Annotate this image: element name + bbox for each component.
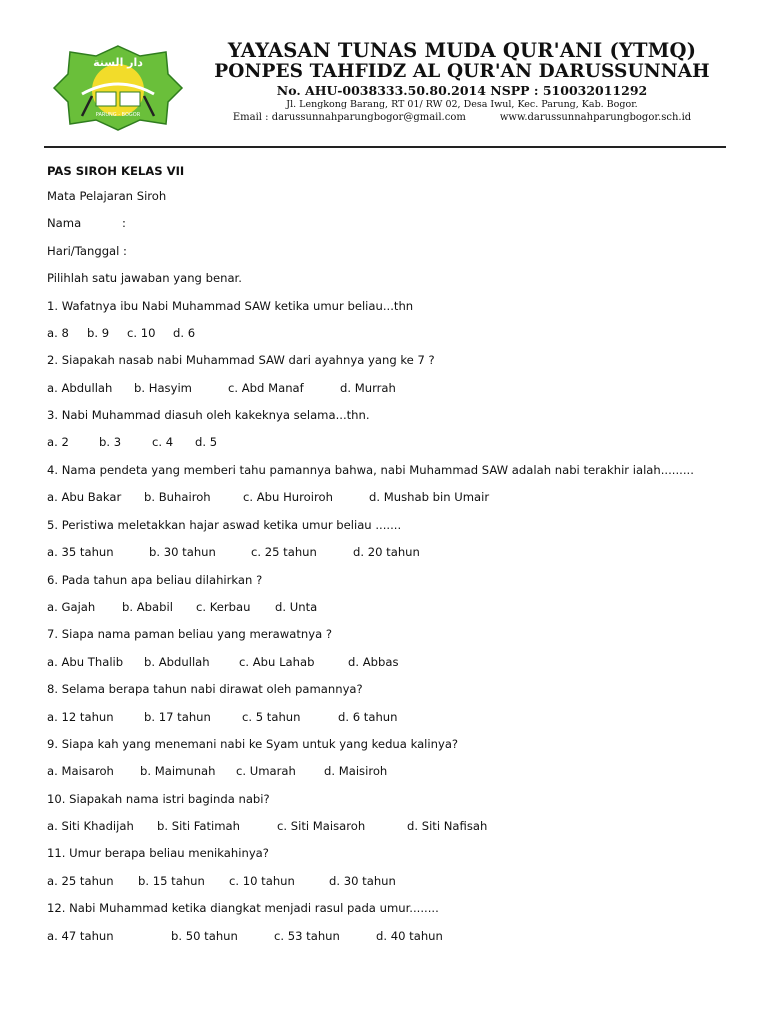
question-text: 12. Nabi Muhammad ketika diangkat menjadi rasul pada umur........ <box>47 901 439 915</box>
question-text: 10. Siapakah nama istri baginda nabi? <box>47 792 270 806</box>
question-text: 1. Wafatnya ibu Nabi Muhammad SAW ketika umur beliau...thn <box>47 299 414 313</box>
answer-options <box>47 929 443 943</box>
option-d: d. Siti Nafisah <box>407 819 488 833</box>
option-b: b. 50 tahun <box>171 929 238 943</box>
option-a: a. 8 <box>47 326 69 340</box>
registration-numbers: No. AHU-0038333.50.80.2014 NSPP : 510032011292 <box>276 83 648 98</box>
question-text: 4. Nama pendeta yang memberi tahu pamannya bahwa, nabi Muhammad SAW adalah nabi terakhir ialah......... <box>47 463 694 477</box>
answer-options <box>47 819 487 833</box>
option-b: b. 17 tahun <box>144 710 211 724</box>
option-d: d. Unta <box>275 600 318 614</box>
option-d: d. 6 <box>173 326 196 340</box>
question-text: 3. Nabi Muhammad diasuh oleh kakeknya selama...thn. <box>47 408 370 422</box>
question-text: 9. Siapa kah yang menemani nabi ke Syam untuk yang kedua kalinya? <box>47 737 459 751</box>
option-c: c. Umarah <box>236 764 296 778</box>
school-logo <box>52 44 184 132</box>
option-d: d. Mushab bin Umair <box>369 490 490 504</box>
option-b: b. Abdullah <box>144 655 210 669</box>
answer-options <box>47 490 489 504</box>
option-c: c. Abd Manaf <box>228 381 304 395</box>
option-c: c. Siti Maisaroh <box>277 819 366 833</box>
contact-row <box>192 111 732 124</box>
option-a: a. Abdullah <box>47 381 113 395</box>
option-a: a. Siti Khadijah <box>47 819 134 833</box>
email-text: Email : darussunnahparungbogor@gmail.com <box>232 112 466 123</box>
answer-options <box>47 326 195 340</box>
foundation-name: YAYASAN TUNAS MUDA QUR'ANI (YTMQ) <box>227 39 697 62</box>
option-b: b. Buhairoh <box>144 490 211 504</box>
option-b: b. 15 tahun <box>138 874 205 888</box>
question-text: 2. Siapakah nasab nabi Muhammad SAW dari ayahnya yang ke 7 ? <box>47 353 435 367</box>
option-c: c. 53 tahun <box>274 929 340 943</box>
answer-options <box>47 600 317 614</box>
logo-location-text: PARUNG - BOGOR <box>95 112 141 118</box>
question-text: 7. Siapa nama paman beliau yang merawatnya ? <box>47 627 333 641</box>
option-a: a. 25 tahun <box>47 874 114 888</box>
option-c: c. Abu Huroiroh <box>243 490 333 504</box>
answer-options <box>47 655 399 669</box>
option-b: b. 3 <box>99 435 122 449</box>
question-text: 6. Pada tahun apa beliau dilahirkan ? <box>47 573 263 587</box>
option-b: b. Ababil <box>122 600 173 614</box>
option-a: a. 12 tahun <box>47 710 114 724</box>
question-text: 5. Peristiwa meletakkan hajar aswad ketika umur beliau ....... <box>47 518 402 532</box>
question-text: 11. Umur berapa beliau menikahinya? <box>47 846 269 860</box>
option-d: d. 20 tahun <box>353 545 420 559</box>
option-b: b. Hasyim <box>134 381 192 395</box>
answer-options <box>47 874 396 888</box>
option-b: b. Maimunah <box>140 764 216 778</box>
option-b: b. 30 tahun <box>149 545 216 559</box>
option-c: c. 5 tahun <box>242 710 301 724</box>
option-b: b. 9 <box>87 326 110 340</box>
option-c: c. 4 <box>152 435 174 449</box>
option-a: a. 47 tahun <box>47 929 114 943</box>
option-c: c. 10 tahun <box>229 874 295 888</box>
option-d: d. Murrah <box>340 381 396 395</box>
option-c: c. Kerbau <box>196 600 251 614</box>
option-a: a. Gajah <box>47 600 96 614</box>
answer-options <box>47 764 387 778</box>
exam-title: PAS SIROH KELAS VII <box>47 164 185 178</box>
answer-options <box>47 545 420 559</box>
answer-options <box>47 435 217 449</box>
option-d: d. 40 tahun <box>376 929 443 943</box>
name-label: Nama <box>47 216 82 230</box>
option-c: c. 10 <box>127 326 156 340</box>
option-a: a. Maisaroh <box>47 764 114 778</box>
option-d: d. Maisiroh <box>324 764 388 778</box>
answer-options <box>47 381 396 395</box>
option-c: c. 25 tahun <box>251 545 317 559</box>
option-a: a. 2 <box>47 435 69 449</box>
subject-line: Mata Pelajaran Siroh <box>47 189 167 203</box>
name-colon: : <box>122 216 126 230</box>
option-d: d. Abbas <box>348 655 399 669</box>
date-line: Hari/Tanggal : <box>47 244 127 258</box>
website-text: www.darussunnahparungbogor.sch.id <box>499 112 692 123</box>
option-a: a. Abu Thalib <box>47 655 124 669</box>
option-d: d. 5 <box>195 435 218 449</box>
option-a: a. Abu Bakar <box>47 490 122 504</box>
answer-options <box>47 710 398 724</box>
option-a: a. 35 tahun <box>47 545 114 559</box>
school-address: Jl. Lengkong Barang, RT 01/ RW 02, Desa Iwul, Kec. Parung, Kab. Bogor. <box>286 99 638 110</box>
logo-arabic-text: دار السنة <box>93 56 143 69</box>
letterhead <box>192 40 732 124</box>
header-divider <box>44 146 726 148</box>
option-b: b. Siti Fatimah <box>157 819 240 833</box>
question-text: 8. Selama berapa tahun nabi dirawat oleh pamannya? <box>47 682 363 696</box>
school-name: PONPES TAHFIDZ AL QUR'AN DARUSSUNNAH <box>214 61 710 82</box>
option-c: c. Abu Lahab <box>239 655 315 669</box>
instruction-line: Pilihlah satu jawaban yang benar. <box>47 271 242 285</box>
option-d: d. 6 tahun <box>338 710 398 724</box>
name-line <box>47 216 247 230</box>
option-d: d. 30 tahun <box>329 874 396 888</box>
